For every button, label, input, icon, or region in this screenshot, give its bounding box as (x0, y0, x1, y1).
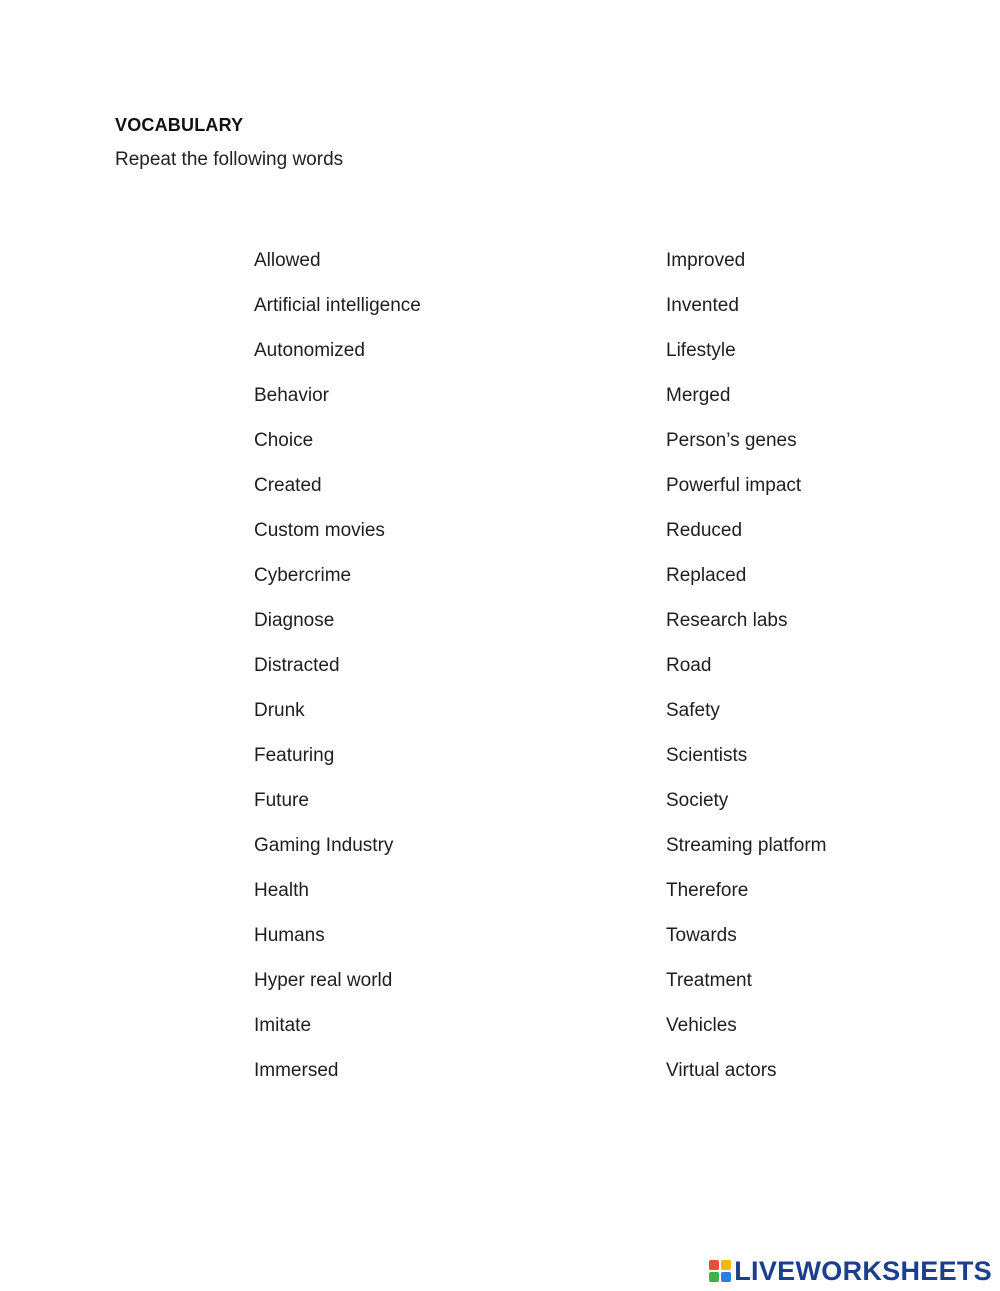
word-item: Person’s genes (666, 430, 797, 451)
word-item: Future (254, 790, 309, 811)
word-item: Replaced (666, 565, 747, 586)
word-item: Society (666, 790, 729, 811)
word-list-right (666, 249, 827, 1104)
word-item: Streaming platform (666, 835, 827, 856)
word-item: Treatment (666, 970, 752, 991)
word-item: Drunk (254, 700, 305, 721)
word-item: Immersed (254, 1060, 339, 1081)
word-item: Vehicles (666, 1015, 737, 1036)
word-item: Cybercrime (254, 565, 352, 586)
word-item: Created (254, 475, 322, 496)
logo-block (709, 1272, 719, 1282)
word-item: Artificial intelligence (254, 295, 421, 316)
word-item: Humans (254, 925, 325, 946)
word-item: Featuring (254, 745, 335, 766)
word-item: Custom movies (254, 520, 385, 541)
word-item: Towards (666, 925, 737, 946)
logo-block (721, 1260, 731, 1270)
instructions-text: Repeat the following words (115, 149, 344, 170)
word-list-left (254, 249, 421, 1104)
word-item: Lifestyle (666, 340, 736, 361)
logo-block (709, 1260, 719, 1270)
word-item: Gaming Industry (254, 835, 394, 856)
word-item: Powerful impact (666, 475, 802, 496)
word-item: Imitate (254, 1015, 312, 1036)
logo-block (721, 1272, 731, 1282)
vocabulary-heading: VOCABULARY (115, 115, 244, 135)
word-item: Diagnose (254, 610, 335, 631)
word-item: Behavior (254, 385, 329, 406)
logo-text: LIVEWORKSHEETS (734, 1256, 992, 1286)
word-item: Merged (666, 385, 731, 406)
word-item: Distracted (254, 655, 340, 676)
word-item: Hyper real world (254, 970, 393, 991)
word-item: Road (666, 655, 712, 676)
liveworksheets-blocks-icon (709, 1260, 731, 1282)
word-item: Health (254, 880, 309, 901)
word-item: Therefore (666, 880, 749, 901)
word-item: Choice (254, 430, 314, 451)
word-item: Safety (666, 700, 720, 721)
word-item: Reduced (666, 520, 743, 541)
word-item: Allowed (254, 250, 321, 271)
word-item: Virtual actors (666, 1060, 777, 1081)
liveworksheets-logo[interactable] (709, 1254, 992, 1288)
word-item: Invented (666, 295, 739, 316)
word-item: Improved (666, 250, 746, 271)
word-item: Autonomized (254, 340, 365, 361)
word-item: Research labs (666, 610, 788, 631)
word-item: Scientists (666, 745, 748, 766)
